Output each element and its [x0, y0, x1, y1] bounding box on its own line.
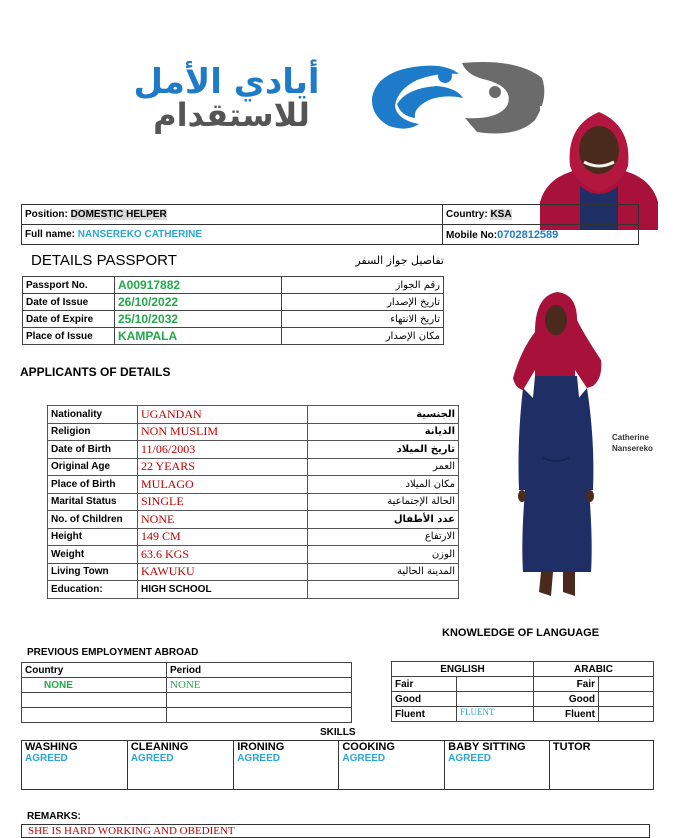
skill-name: COOKING: [342, 741, 395, 753]
detail-label-ar: المدينة الحالية: [308, 563, 459, 581]
language-header-row: [392, 662, 654, 677]
country-label: Country:: [446, 209, 488, 220]
table-row: [48, 423, 459, 441]
remarks-text: SHE IS HARD WORKING AND OBEDIENT: [21, 824, 650, 838]
detail-value: 11/06/2003: [138, 441, 308, 459]
language-table: [391, 661, 654, 722]
remarks-title: REMARKS:: [27, 811, 81, 822]
detail-label: Weight: [48, 546, 138, 564]
detail-value: UGANDAN: [138, 406, 308, 424]
english-fluent-label: Fluent: [392, 707, 457, 722]
table-row: [48, 476, 459, 494]
skill-name: TUTOR: [552, 741, 591, 753]
period-column-header: Period: [167, 663, 352, 678]
detail-label-ar: الوزن: [308, 546, 459, 564]
expire-date-value: 25/10/2032: [115, 311, 282, 328]
arabic-fluent-label: Fluent: [534, 707, 599, 722]
table-row: [48, 493, 459, 511]
table-row: [48, 441, 459, 459]
arabic-header: ARABIC: [534, 662, 654, 677]
detail-label-ar: الارتفاع: [308, 528, 459, 546]
english-good-value: [457, 692, 534, 707]
skills-table: [21, 740, 654, 790]
table-row: [48, 563, 459, 581]
detail-label: Original Age: [48, 458, 138, 476]
arabic-good-label: Good: [534, 692, 599, 707]
detail-value: SINGLE: [138, 493, 308, 511]
detail-value: HIGH SCHOOL: [138, 581, 308, 599]
skill-cell: [127, 741, 233, 790]
detail-label: Marital Status: [48, 493, 138, 511]
skill-name: WASHING: [25, 741, 78, 753]
fullname-value: NANSEREKO CATHERINE: [77, 229, 203, 240]
skill-name: BABY SITTING: [448, 741, 526, 753]
passport-table: [22, 276, 444, 345]
table-row: [392, 677, 654, 692]
arabic-fluent-value: [599, 707, 654, 722]
table-row: [22, 693, 352, 708]
employment-section-title: PREVIOUS EMPLOYMENT ABROAD: [27, 647, 199, 658]
table-row: [392, 707, 654, 722]
table-row: [23, 311, 444, 328]
logo-text-line1: أيادي الأمل: [133, 62, 320, 102]
issue-date-label: Date of Issue: [23, 294, 115, 311]
detail-value: 63.6 KGS: [138, 546, 308, 564]
photo-caption: Catherine Nansereko: [612, 433, 653, 453]
country-value: KSA: [490, 209, 512, 220]
place-issue-label: Place of Issue: [23, 328, 115, 345]
table-row: [48, 546, 459, 564]
english-header: ENGLISH: [392, 662, 534, 677]
issue-date-label-ar: تاريخ الإصدار: [282, 294, 444, 311]
mobile-label: Mobile No:: [446, 229, 498, 241]
skill-cell: [549, 741, 653, 790]
employment-country-value: NONE: [22, 678, 167, 693]
skill-status: AGREED: [25, 753, 68, 764]
detail-label: Nationality: [48, 406, 138, 424]
table-row: [48, 511, 459, 529]
table-row: [392, 692, 654, 707]
arabic-fair-value: [599, 677, 654, 692]
skill-status: AGREED: [237, 753, 280, 764]
table-row: [23, 294, 444, 311]
skill-cell: [339, 741, 445, 790]
detail-label-ar: الحالة الإجتماعية: [308, 493, 459, 511]
detail-label: Height: [48, 528, 138, 546]
full-body-photo: [505, 290, 605, 602]
applicant-section-title: APPLICANTS OF DETAILS: [20, 365, 171, 379]
table-row: [48, 458, 459, 476]
employment-table: [21, 662, 352, 723]
detail-label-ar: مكان الميلاد: [308, 476, 459, 494]
skill-cell: [445, 741, 550, 790]
skill-status: AGREED: [130, 753, 174, 764]
detail-label: Living Town: [48, 563, 138, 581]
personal-info-table: [21, 204, 639, 245]
skill-cell: [22, 741, 128, 790]
detail-value: NONE: [138, 511, 308, 529]
passport-label-ar: رقم الجواز: [282, 277, 444, 294]
mobile-value: 0702812589: [497, 228, 559, 241]
employment-header-row: [22, 663, 352, 678]
position-value: DOMESTIC HELPER: [70, 209, 167, 220]
table-row: [22, 708, 352, 723]
detail-label-ar: العمر: [308, 458, 459, 476]
skill-status: AGREED: [448, 753, 491, 764]
detail-label: Education:: [48, 581, 138, 599]
place-issue-label-ar: مكان الإصدار: [282, 328, 444, 345]
detail-label: Place of Birth: [48, 476, 138, 494]
english-good-label: Good: [392, 692, 457, 707]
company-logo: [84, 58, 554, 140]
employment-period-value: NONE: [167, 678, 352, 693]
passport-value: A00917882: [115, 277, 282, 294]
english-fair-value: [457, 677, 534, 692]
english-fluent-value: FLUENT: [457, 707, 534, 722]
expire-date-label: Date of Expire: [23, 311, 115, 328]
skill-status: AGREED: [342, 753, 386, 764]
detail-label: Date of Birth: [48, 441, 138, 459]
skills-row: [22, 741, 654, 790]
place-issue-value: KAMPALA: [115, 328, 282, 345]
country-column-header: Country: [22, 663, 167, 678]
table-row: [23, 277, 444, 294]
detail-label-ar: الجنسية: [308, 406, 459, 424]
expire-date-label-ar: تاريخ الانتهاء: [282, 311, 444, 328]
fullname-label: Full name:: [25, 229, 76, 240]
position-row: [22, 205, 639, 225]
position-label: Position:: [25, 209, 68, 220]
passport-section-title-ar: تفاصيل جواز السفر: [355, 254, 444, 267]
detail-value: KAWUKU: [138, 563, 308, 581]
table-row: [48, 406, 459, 424]
applicant-details-table: [47, 405, 459, 599]
english-fair-label: Fair: [392, 677, 457, 692]
arabic-fair-label: Fair: [534, 677, 599, 692]
table-row: [22, 678, 352, 693]
detail-label: No. of Children: [48, 511, 138, 529]
skills-section-title: SKILLS: [320, 727, 356, 738]
fullname-row: [22, 225, 639, 245]
hands-logo-icon: [367, 58, 552, 140]
detail-label-ar: عدد الأطفال: [308, 511, 459, 529]
detail-label: Religion: [48, 423, 138, 441]
arabic-good-value: [599, 692, 654, 707]
detail-value: NON MUSLIM: [138, 423, 308, 441]
language-section-title: KNOWLEDGE OF LANGUAGE: [442, 627, 600, 639]
detail-value: 22 YEARS: [138, 458, 308, 476]
skill-name: CLEANING: [130, 741, 189, 753]
detail-label-ar: [308, 581, 459, 599]
skill-cell: [234, 741, 339, 790]
skill-name: IRONING: [237, 741, 285, 753]
detail-label-ar: الديانة: [308, 423, 459, 441]
table-row: [48, 581, 459, 599]
detail-value: MULAGO: [138, 476, 308, 494]
issue-date-value: 26/10/2022: [115, 294, 282, 311]
table-row: [48, 528, 459, 546]
detail-label-ar: تاريخ الميلاد: [308, 441, 459, 459]
table-row: [23, 328, 444, 345]
passport-label: Passport No.: [23, 277, 115, 294]
detail-value: 149 CM: [138, 528, 308, 546]
passport-section-title: DETAILS PASSPORT: [31, 252, 177, 269]
logo-text-line2: للاستقدام: [153, 96, 310, 134]
